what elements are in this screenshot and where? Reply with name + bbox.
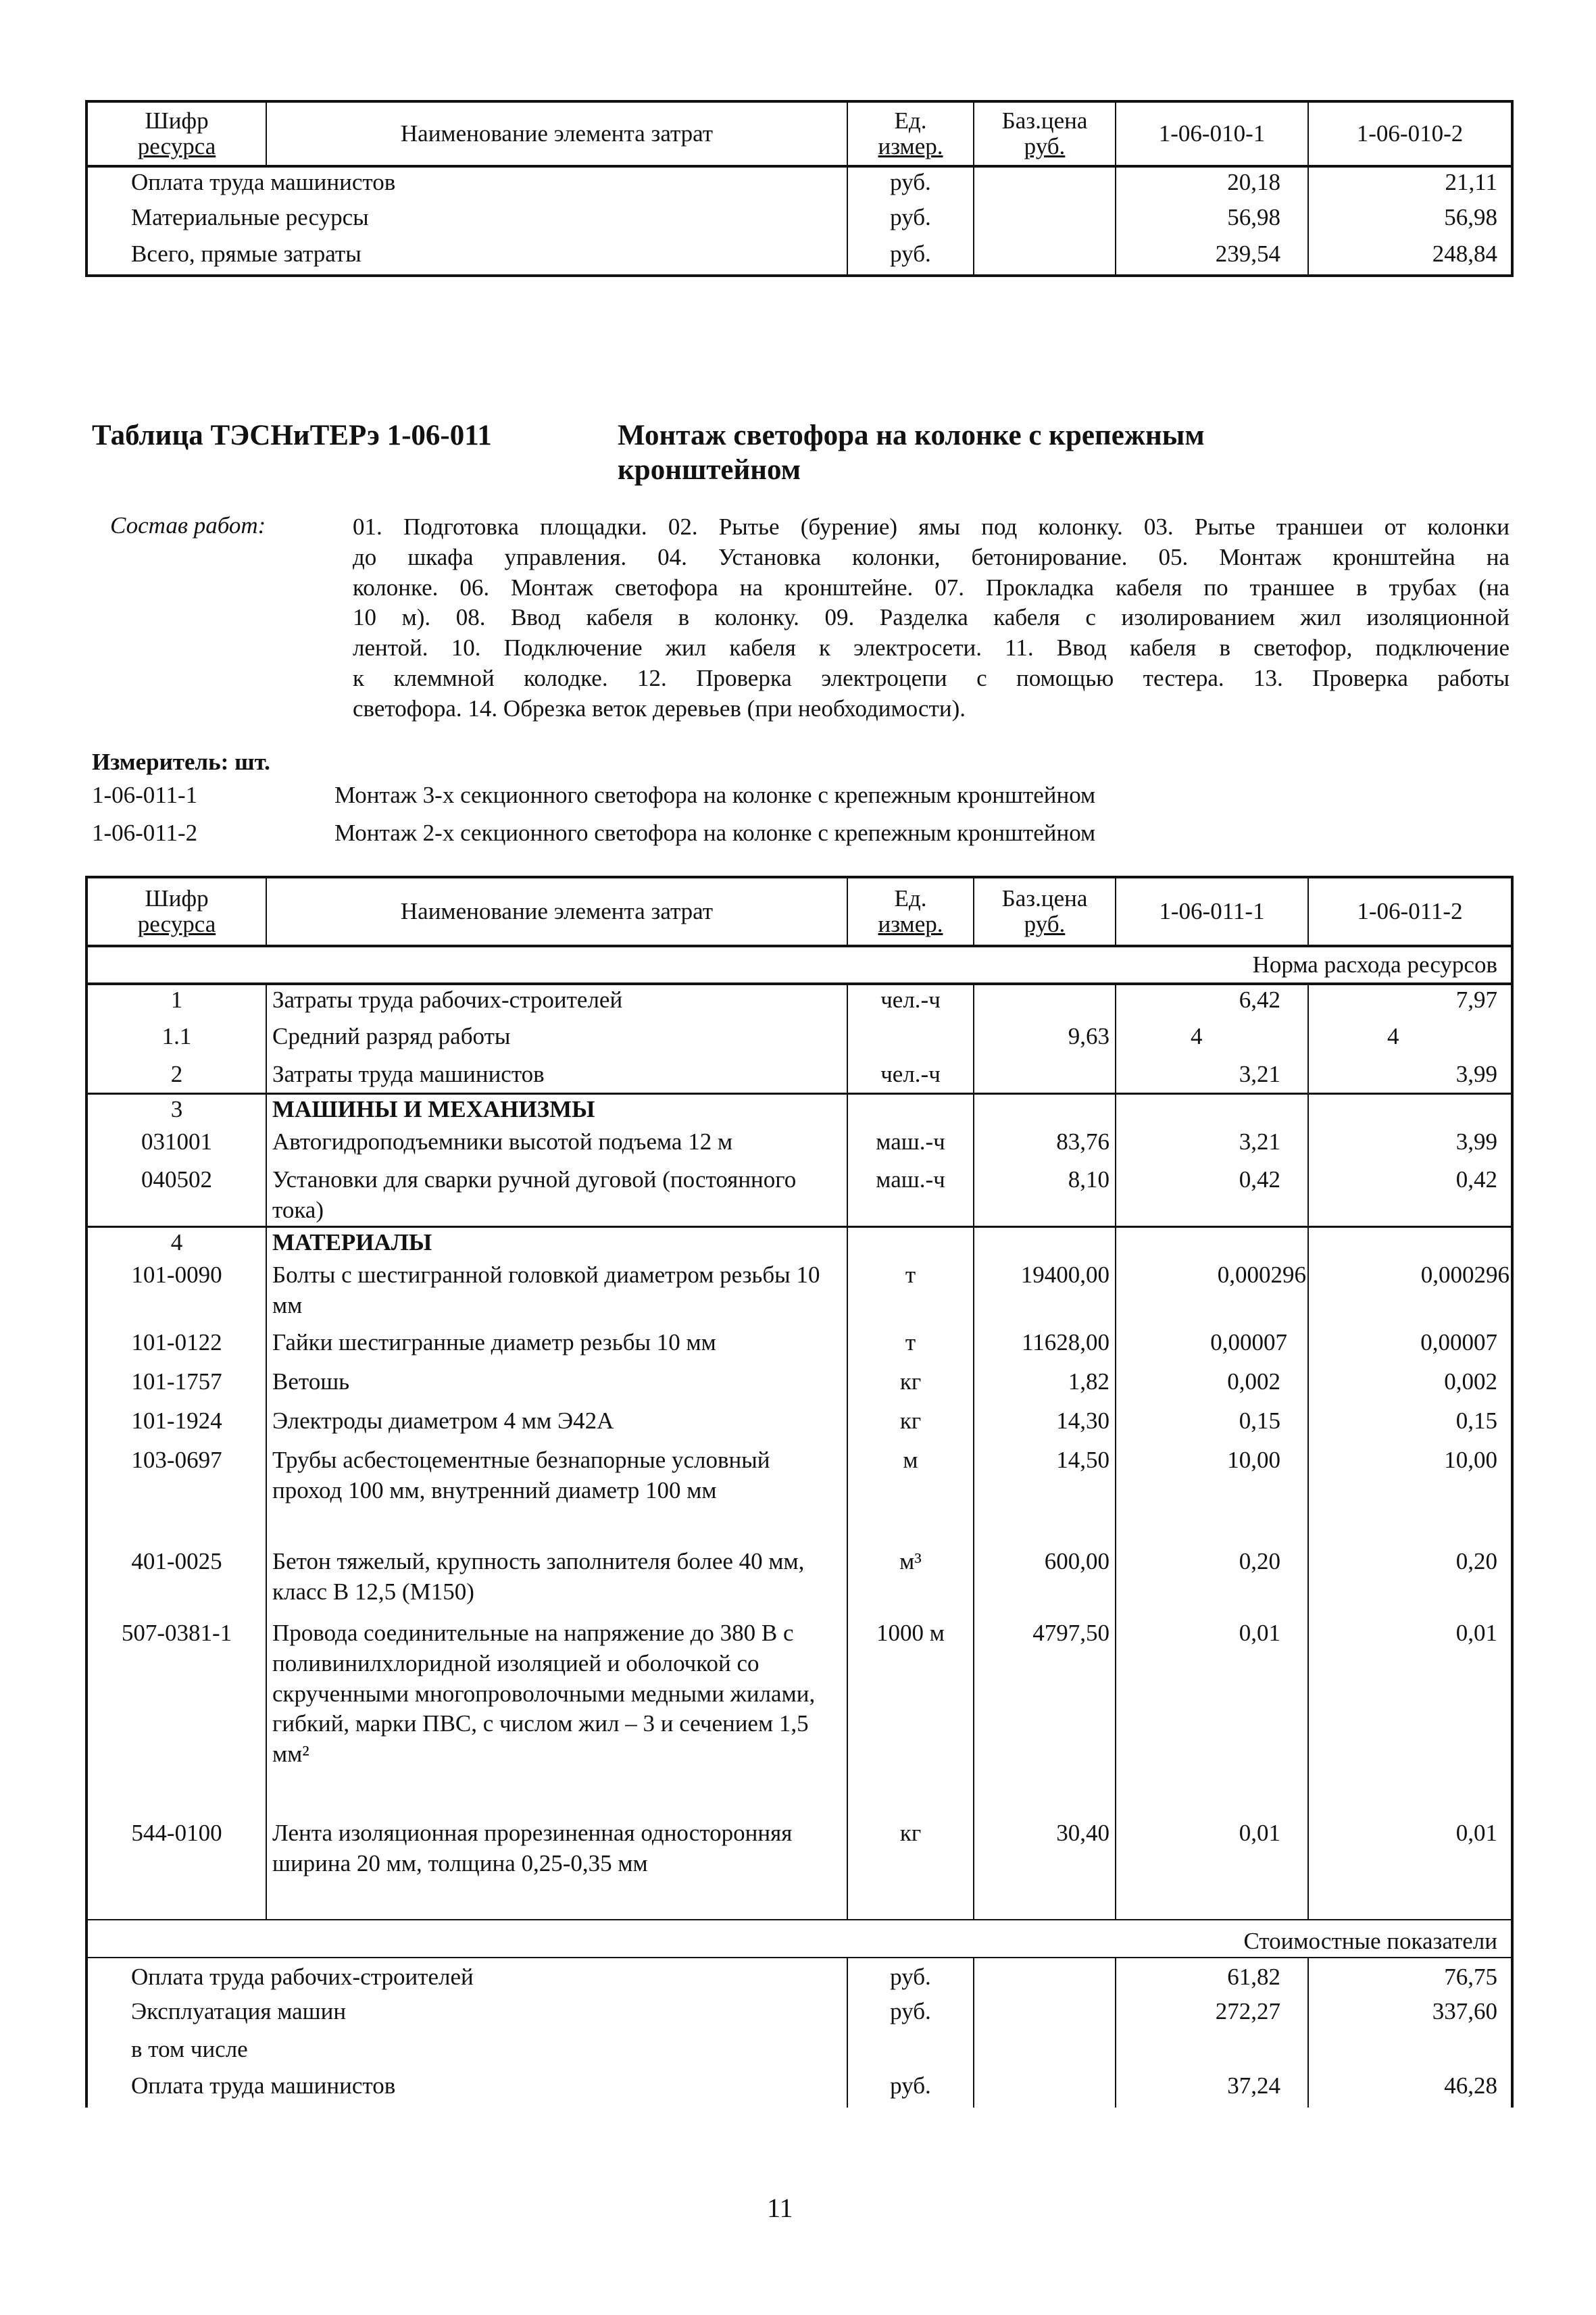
table-row: Оплата труда машинистов руб. 20,18 21,11 — [86, 166, 1512, 203]
table-row: 031001 Автогидроподъемники высотой подъема 12 м маш.-ч 83,76 3,21 3,99 — [86, 1127, 1512, 1165]
header-unit: Ед. измер. — [847, 877, 974, 946]
table-row: Оплата труда машинистов руб. 37,24 46,28 — [86, 2071, 1512, 2108]
header-name: Наименование элемента затрат — [266, 877, 847, 946]
variant-text: Монтаж 3-х секционного светофора на колонке с крепежным кронштейном — [334, 782, 1096, 808]
table-row: 1 Затраты труда рабочих-строителей чел.-ч 6,42 7,97 — [86, 984, 1512, 1022]
table-row: Оплата труда рабочих-строителей руб. 61,82 76,75 — [86, 1958, 1512, 1997]
table-row: Материальные ресурсы руб. 56,98 56,98 — [86, 203, 1512, 239]
variant-text: Монтаж 2-х секционного светофора на колонке с крепежным кронштейном — [334, 820, 1096, 846]
table-row: 544-0100 Лента изоляционная прорезиненная односторонняя ширина 20 мм, толщина 0,25-0,35 мм кг 30,40 0,01 0,01 — [86, 1818, 1512, 1920]
table-row: в том числе — [86, 2035, 1512, 2071]
header-unit: Ед. измер. — [847, 101, 974, 166]
header-col2: 1-06-010-2 — [1308, 101, 1512, 166]
table-row: Всего, прямые затраты руб. 239,54 248,84 — [86, 239, 1512, 276]
table-row: 1.1 Средний разряд работы 9,63 4 4 — [86, 1022, 1512, 1060]
table-id: Таблица ТЭСНиТЕРэ 1-06-011 — [92, 420, 492, 451]
header-col1: 1-06-011-1 — [1116, 877, 1308, 946]
table-row: 4 МАТЕРИАЛЫ — [86, 1226, 1512, 1260]
header-name: Наименование элемента затрат — [266, 101, 847, 166]
table-row: 101-1757 Ветошь кг 1,82 0,002 0,002 — [86, 1367, 1512, 1406]
norm-label: Норма расхода ресурсов — [86, 946, 1512, 984]
measure: Измеритель: шт. — [92, 749, 270, 775]
table-row: 101-0090 Болты с шестигранной головкой диаметром резьбы 10 мм т 19400,00 0,000296 0,000296 — [86, 1260, 1512, 1328]
header-code: Шифр ресурса — [86, 101, 266, 166]
table-row: 040502 Установки для сварки ручной дуговой (постоянного тока) маш.-ч 8,10 0,42 0,42 — [86, 1165, 1512, 1226]
header-price: Баз.цена руб. — [974, 101, 1116, 166]
table-row: Эксплуатация машин руб. 272,27 337,60 — [86, 1997, 1512, 2035]
header-price: Баз.цена руб. — [974, 877, 1116, 946]
table-row: 3 МАШИНЫ И МЕХАНИЗМЫ — [86, 1093, 1512, 1127]
table-row: 2 Затраты труда машинистов чел.-ч 3,21 3,99 — [86, 1060, 1512, 1093]
header-code: Шифр ресурса — [86, 877, 266, 946]
page-number: 11 — [767, 2193, 793, 2223]
sostav-label: Состав работ: — [110, 512, 266, 539]
table-row: 507-0381-1 Провода соединительные на напряжение до 380 В с поливинилхлоридной изоляцией и оболочкой со скрученными многопроволочными медными жилами, гибкий, марки ПВС, с числом жил – 3 и сечением 1,5 мм² 1000 м 4797,50 0,01 0,01 — [86, 1618, 1512, 1818]
variant-code: 1-06-011-2 — [92, 820, 198, 846]
top-cost-table — [85, 100, 1514, 277]
cost-label: Стоимостные показатели — [86, 1920, 1512, 1958]
sostav-text: 01. Подготовка площадки. 02. Рытье (бурение) ямы под колонку. 03. Рытье траншеи от колонки до шкафа управления. 04. Установка колонки, бетонирование. 05. Монтаж кронштейна на колонке. 06. Монтаж светофора на кронштейне. 07. Прокладка кабеля по траншее в трубах (на 10 м). 08. Ввод кабеля в колонку. 09. Разделка кабеля с изолированием жил изоляционной лентой. 10. Подключение жил кабеля к электросети. 11. Ввод кабеля в светофор, подключение к клеммной колодке. 12. Проверка электроцепи с помощью тестера. 13. Проверка работы светофора. 14. Обрезка веток деревьев (при необходимости). — [353, 514, 1510, 722]
header-col1: 1-06-010-1 — [1116, 101, 1308, 166]
header-col2: 1-06-011-2 — [1308, 877, 1512, 946]
variant-code: 1-06-011-1 — [92, 782, 198, 808]
table-row: 103-0697 Трубы асбестоцементные безнапорные условный проход 100 мм, внутренний диаметр 100 мм м 14,50 10,00 10,00 — [86, 1445, 1512, 1547]
main-resource-table — [85, 876, 1514, 2108]
table-row: 401-0025 Бетон тяжелый, крупность заполнителя более 40 мм, класс В 12,5 (М150) м³ 600,00 0,20 0,20 — [86, 1547, 1512, 1618]
table-row: 101-1924 Электроды диаметром 4 мм Э42А кг 14,30 0,15 0,15 — [86, 1406, 1512, 1445]
section-title: Монтаж светофора на колонке с крепежным кронштейном — [618, 420, 1205, 486]
table-row: 101-0122 Гайки шестигранные диаметр резьбы 10 мм т 11628,00 0,00007 0,00007 — [86, 1328, 1512, 1367]
